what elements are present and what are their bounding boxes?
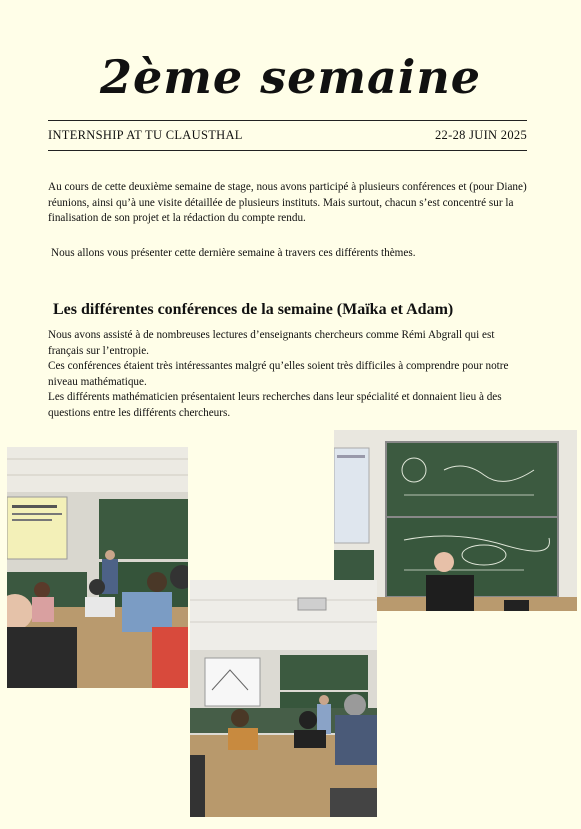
internship-label: INTERNSHIP AT TU CLAUSTHAL <box>48 128 243 142</box>
subheader <box>48 128 527 143</box>
lecture-photo-left <box>7 447 188 688</box>
date-range: 22-28 JUIN 2025 <box>435 128 527 142</box>
page-title: 2ème semaine <box>99 50 482 104</box>
intro-paragraph: Au cours de cette deuxième semaine de stage, nous avons participé à plusieurs conférences et (pour Diane) réunions, ainsi qu’à une visite détaillée de plusieurs instituts. Mais surtout, chacun s’est concentré sur la finalisation de son projet et la rédaction du compte rendu. <box>48 181 527 224</box>
intro-paragraph-2: Nous allons vous présenter cette dernière semaine à travers ces différents thèmes. <box>51 247 416 259</box>
bottom-rule <box>48 150 527 151</box>
top-rule <box>48 120 527 121</box>
section-line: Nous avons assisté à de nombreuses lectures d’enseignants chercheurs comme Rémi Abgrall qui est français sur l’entropie. <box>48 329 495 357</box>
section-title: Les différentes conférences de la semaine (Maïka et Adam) <box>53 301 454 318</box>
section-line: Les différents mathématicien présentaient leurs recherches dans leur spécialité et donnaient lieu à des questions entre les différents chercheurs. <box>48 391 502 419</box>
section-line: Ces conférences étaient très intéressantes malgré qu’elles soient très difficiles à comprendre pour notre niveau mathématique. <box>48 360 509 388</box>
section-body <box>48 328 528 421</box>
lecture-photo-center <box>190 580 377 817</box>
